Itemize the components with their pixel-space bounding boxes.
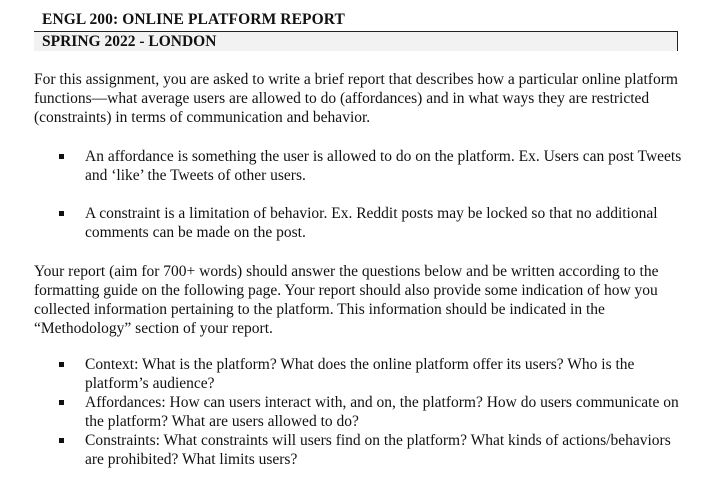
square-bullet-icon (59, 154, 64, 159)
square-bullet-icon (59, 362, 64, 367)
definition-text: A constraint is a limitation of behavior. Ex. Reddit posts may be locked so that no additional comments can be made on the post. (85, 205, 658, 241)
square-bullet-icon (59, 400, 64, 405)
course-title: ENGL 200: ONLINE PLATFORM REPORT (42, 11, 345, 28)
list-item-context (58, 355, 688, 393)
list-item-affordances (58, 393, 688, 431)
list-item-affordance (58, 147, 688, 185)
list-item-constraint (58, 204, 688, 242)
instructions-paragraph: Your report (aim for 700+ words) should answer the questions below and be written according to the formatting guide on the following page. Your report should also provide some indication of how you collected information pertaining to the platform. This information should be indicated in the “Methodology” section of your report. (34, 263, 659, 337)
questions-list (58, 355, 688, 469)
intro-paragraph: For this assignment, you are asked to write a brief report that describes how a particular online platform functions—what average users are allowed to do (affordances) and in what ways they are restricted (constraints) in terms of communication and behavior. (34, 71, 678, 126)
question-text: Context: What is the platform? What does the online platform offer its users? Who is the platform’s audience? (85, 356, 635, 392)
definitions-list (58, 147, 688, 242)
definition-text: An affordance is something the user is allowed to do on the platform. Ex. Users can post Tweets and ‘like’ the Tweets of other users. (85, 148, 682, 184)
question-text: Affordances: How can users interact with, and on, the platform? How do users communicate on the platform? What are users allowed to do? (85, 394, 679, 430)
list-item-constraints (58, 431, 688, 469)
square-bullet-icon (59, 438, 64, 443)
square-bullet-icon (59, 211, 64, 216)
term-banner (34, 31, 678, 51)
term-label: SPRING 2022 - LONDON (42, 33, 217, 50)
question-text: Constraints: What constraints will users find on the platform? What kinds of actions/behaviors are prohibited? What limits users? (85, 432, 671, 468)
